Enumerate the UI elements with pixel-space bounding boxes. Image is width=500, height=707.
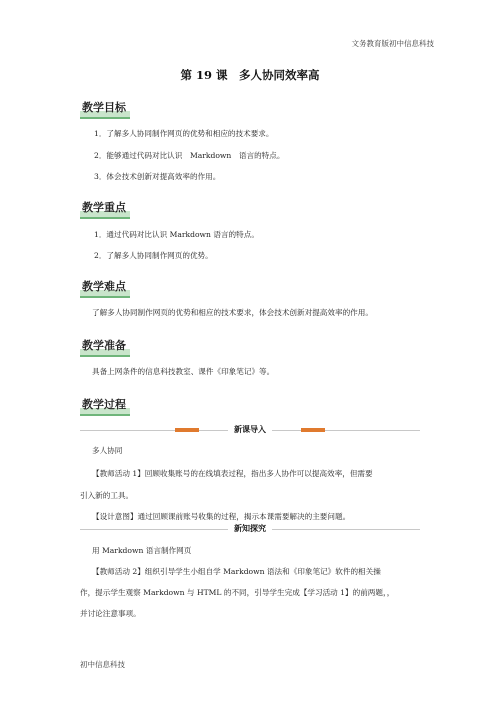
subsection-divider-explore [80,524,420,536]
explore-topic: 用 Markdown 语言制作网页 [92,546,192,555]
section-heading-preparation: 教学准备 [80,339,130,357]
intro-activity: 【教师活动 1】回顾收集账号的在线填表过程，指出多人协作可以提高效率，但需要 [92,469,373,478]
lesson-title: 第 19 课 多人协同效率高 [180,68,320,82]
key-point-item: 1．通过代码对比认识 Markdown 语言的特点。 [94,230,259,239]
subsection-label-intro: 新课导入 [228,425,272,434]
key-point-item: 2．了解多人协同制作网页的优势。 [94,251,213,260]
intro-activity-cont: 引入新的工具。 [80,491,134,500]
explore-activity-cont: 并讨论注意事项。 [80,609,141,618]
explore-activity: 【教师活动 2】组织引导学生小组自学 Markdown 语法和《印象笔记》软件的相关操 [92,567,381,576]
difficulty-text: 了解多人协同制作网页的优势和相应的技术要求，体会技术创新对提高效率的作用。 [92,308,373,317]
subsection-label-explore: 新知探究 [228,524,272,533]
preparation-text: 具备上网条件的信息科技教室、课件《印象笔记》等。 [92,367,275,376]
intro-design-intent: 【设计意图】通过回顾课前账号收集的过程，揭示本课需要解决的主要问题。 [92,512,351,521]
subsection-divider-intro [80,425,420,437]
objective-item: 3．体会技术创新对提高效率的作用。 [94,172,221,181]
publisher-header: 文务教育版初中信息科技 [351,39,434,48]
objective-item: 2．能够通过代码对比认识 Markdown 语言的特点。 [94,151,285,160]
section-heading-key-points: 教学重点 [80,201,130,219]
objective-item: 1．了解多人协同制作网页的优势和相应的技术要求。 [94,129,274,138]
section-heading-difficulties: 教学难点 [80,280,130,298]
section-heading-process: 教学过程 [80,398,130,416]
intro-topic: 多人协同 [92,446,123,455]
explore-activity-cont: 作，提示学生观察 Markdown 与 HTML 的不同，引导学生完成【学习活动 1】的前两题，， [80,588,395,597]
section-heading-objectives: 教学目标 [80,101,130,119]
footer-subject: 初中信息科技 [80,660,125,669]
